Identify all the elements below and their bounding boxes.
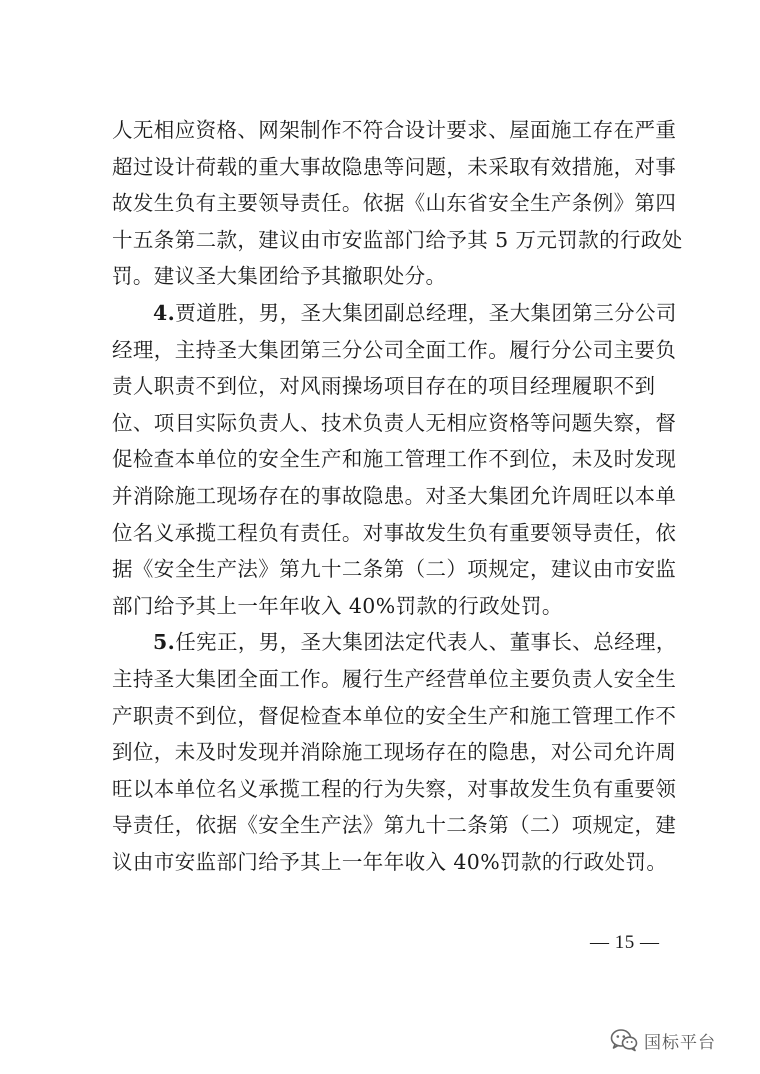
paragraph-item-5: [112, 624, 677, 880]
text-line: 位名义承揽工程负有责任。对事故发生负有重要领导责任，依: [112, 520, 677, 545]
text-line: 罚。建议圣大集团给予其撤职处分。: [112, 264, 447, 289]
text-line: 人无相应资格、网架制作不符合设计要求、屋面施工存在严重: [112, 118, 677, 142]
paragraph-item-4: [112, 295, 677, 624]
item-number: 4.: [153, 300, 176, 325]
text-line: 议由市安监部门给予其上一年年收入 40%罚款的行政处罚。: [112, 849, 668, 874]
page-number: — 15 —: [590, 932, 660, 953]
text-line: 导责任，依据《安全生产法》第九十二条第（二）项规定，建: [112, 813, 677, 838]
text-line-content: 贾道胜，男，圣大集团副总经理，圣大集团第三分公司: [175, 300, 677, 325]
text-line: 责人职责不到位，对风雨操场项目存在的项目经理履职不到: [112, 374, 656, 399]
text-line: 位、项目实际负责人、技术负责人无相应资格等问题失察，督: [112, 410, 677, 435]
text-line-first: [112, 295, 677, 332]
text-line: 经理，主持圣大集团第三分公司全面工作。履行分公司主要负: [112, 337, 677, 362]
text-line-first: [112, 624, 677, 661]
text-line: 十五条第二款，建议由市安监部门给予其 5 万元罚款的行政处: [112, 227, 683, 252]
text-line: 产职责不到位，督促检查本单位的安全生产和施工管理工作不: [112, 703, 677, 728]
watermark-text: 国标平台: [644, 1032, 716, 1053]
text-line: 主持圣大集团全面工作。履行生产经营单位主要负责人安全生: [112, 666, 677, 691]
watermark: [610, 1026, 716, 1054]
text-line: 部门给予其上一年年收入 40%罚款的行政处罚。: [112, 593, 563, 618]
text-line-content: 任宪正，男，圣大集团法定代表人、董事长、总经理，: [175, 630, 677, 655]
text-line: 故发生负有主要领导责任。依据《山东省安全生产条例》第四: [112, 191, 677, 216]
text-line: 到位，未及时发现并消除施工现场存在的隐患，对公司允许周: [112, 740, 677, 765]
document-body: [112, 112, 683, 880]
item-number: 5.: [153, 630, 176, 655]
text-line: 旺以本单位名义承揽工程的行为失察，对事故发生负有重要领: [112, 776, 677, 801]
text-line: 据《安全生产法》第九十二条第（二）项规定，建议由市安监: [112, 557, 677, 582]
text-line: 超过设计荷载的重大事故隐患等问题，未采取有效措施，对事: [112, 154, 677, 179]
wechat-icon: [610, 1028, 638, 1052]
text-line: 并消除施工现场存在的事故隐患。对圣大集团允许周旺以本单: [112, 483, 677, 508]
text-line: 促检查本单位的安全生产和施工管理工作不到位，未及时发现: [112, 447, 677, 472]
paragraph-continued: [112, 112, 683, 295]
